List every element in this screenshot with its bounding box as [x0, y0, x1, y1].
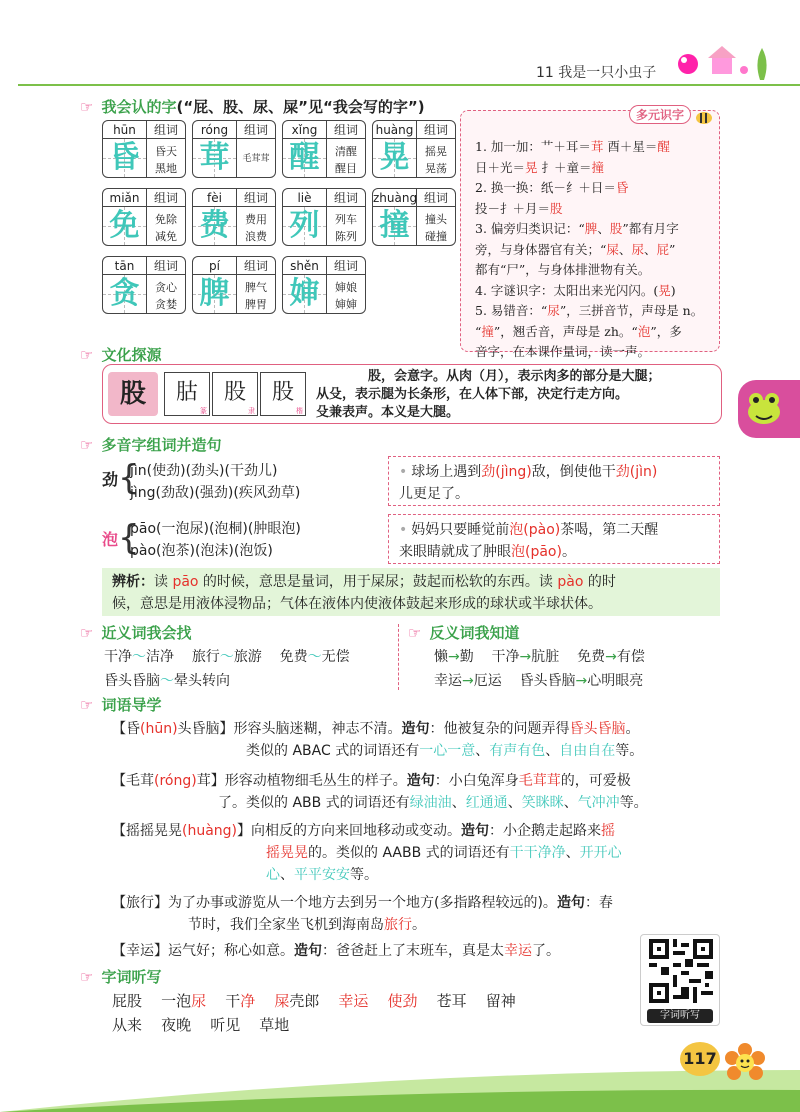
seal-script-glyph: 𦙶 篆: [164, 372, 210, 416]
side-tab: [738, 380, 800, 438]
card-pinyin: liè: [283, 189, 327, 207]
card-pinyin: huàng: [373, 121, 417, 139]
header-rule: [18, 84, 800, 86]
card-words: 婶娘 婶婶: [335, 281, 357, 311]
distinction-box: 辨析：读 pāo 的时候，意思是量词，用于屎尿；鼓起而松软的东西。读 pào 的时 候，意思是用液体浸物品；气体在液体内使液体鼓起来形成的球状或半球状体。: [102, 568, 720, 616]
synonym-row-2: 昏头昏脑～晕头转向: [104, 673, 230, 689]
section-word-guide: ☞ 词语导学: [80, 695, 162, 714]
card-pinyin: xǐng: [283, 121, 327, 139]
hand-pointer-icon: ☞: [80, 435, 94, 454]
char-card-4: [102, 188, 186, 246]
card-words: 摇晃 晃荡: [425, 145, 447, 175]
section-dictation: ☞ 字词听写: [80, 967, 162, 986]
lesson-title: 11 我是一只小虫子: [536, 65, 657, 81]
bottom-wave-decoration: [0, 1040, 800, 1112]
hand-pointer-icon: ☞: [408, 623, 422, 642]
multi-literacy-box: [460, 108, 720, 359]
antonym-row-1: 懒→勤 干净→肮脏 免费→有偿: [434, 649, 645, 665]
frog-icon: [744, 388, 784, 428]
section-recognize-chars: ☞ 我会认的字 (“屁、股、尿、屎”见“我会写的字”): [80, 97, 425, 116]
poly-jin-readings: jìn(使劲)(劲头)(干劲儿) jìng(劲敌)(强劲)(疾风劲草): [130, 463, 301, 501]
card-zuci-label: 组词: [417, 189, 455, 207]
poly-pao-sentence: • 妈妈只要睡觉前泡(pào)茶喝，第二天醒 来眼睛就成了肿眼泡(pāo)。: [388, 514, 720, 564]
card-char: 晃: [373, 139, 417, 177]
char-card-6: [282, 188, 366, 246]
char-card-9: [192, 256, 276, 314]
dictation-qr-card[interactable]: [640, 934, 720, 1026]
card-char: 免: [103, 207, 147, 245]
antonym-row-2: 幸运→厄运 昏头昏脑→心明眼亮: [434, 673, 644, 689]
card-zuci-label: 组词: [237, 257, 275, 275]
section-culture-origin: ☞ 文化探源: [80, 345, 162, 364]
card-pinyin: róng: [193, 121, 237, 139]
char-card-5: [192, 188, 276, 246]
word-entry-lvxing: 【旅行】为了办事或游览从一个地方去到另一个地方(多指路程较远的)。造句：春 节时，我们全家坐飞机到海南岛旅行。: [112, 895, 613, 933]
card-zuci-label: 组词: [417, 121, 455, 139]
card-zuci-label: 组词: [237, 189, 275, 207]
poly-pao-readings: pāo(一泡尿)(泡桐)(肿眼泡) pào(泡茶)(泡沫)(泡饭): [130, 521, 301, 559]
card-pinyin: miǎn: [103, 189, 147, 207]
qr-label: 字词听写: [647, 1009, 713, 1023]
clerical-script-glyph: 股 隶: [212, 372, 258, 416]
card-zuci-label: 组词: [147, 257, 185, 275]
card-zuci-label: 组词: [327, 121, 365, 139]
hand-pointer-icon: ☞: [80, 695, 94, 714]
section-polyphonic: ☞ 多音字组词并造句: [80, 435, 222, 454]
char-card-7: [372, 188, 456, 246]
card-words: 清醒 醒目: [335, 145, 357, 175]
char-card-1: [192, 120, 276, 178]
card-zuci-label: 组词: [147, 189, 185, 207]
qr-code-icon[interactable]: [649, 939, 713, 1003]
card-pinyin: tān: [103, 257, 147, 275]
card-words: 撞头 碰撞: [425, 213, 447, 243]
hand-pointer-icon: ☞: [80, 623, 94, 642]
card-char: 撞: [373, 207, 417, 245]
word-entry-maorong: 【毛茸(róng)茸】形容动植物细毛丛生的样子。造句：小白兔浑身毛茸茸的，可爱极 了。类似的 ABB 式的词语还有绿油油、红通通、笑眯眯、气冲冲等。: [112, 773, 648, 811]
card-pinyin: shěn: [283, 257, 327, 275]
house-flower-decoration-icon: [670, 40, 780, 84]
multi-literacy-list: 1. 加一加：艹＋耳＝茸 酉＋星＝醒 日＋光＝晃 扌＋童＝撞 2. 换一换：纸－纟＋日＝昏 投－扌＋月＝股 3. 偏旁归类识记：“脾、股”都有月字 旁，与身体器官有关；“屎、尿、屁” 都有“尸”，与身体排泄物有关。 4. 字谜识字：太阳出来光闪闪。(晃) 5. 易错音：“尿”，三拼音节，声母是 n。 “撞”，翘舌音，声母是 zh。“泡”，多 音字，在本课作量词，读一声。: [475, 139, 704, 359]
card-char: 脾: [193, 275, 237, 313]
brace: {: [118, 458, 140, 498]
dictation-row-2: 从来 夜晚 听见 草地: [112, 1016, 290, 1034]
card-words: 毛茸茸: [242, 154, 270, 164]
card-zuci-label: 组词: [237, 121, 275, 139]
char-card-2: [282, 120, 366, 178]
poly-char-pao: 泡: [102, 530, 119, 549]
char-card-0: [102, 120, 186, 178]
word-entry-xingyun: 【幸运】运气好；称心如意。造句：爸爸赶上了末班车，真是太幸运了。: [112, 943, 560, 959]
hand-pointer-icon: ☞: [80, 345, 94, 364]
card-zuci-label: 组词: [327, 189, 365, 207]
regular-script-glyph: 股 楷: [260, 372, 306, 416]
section-antonyms: ☞ 反义词我知道: [408, 623, 520, 642]
multi-literacy-badge: 多元识字: [629, 105, 691, 124]
card-char: 贪: [103, 275, 147, 313]
dictation-row-1: 屁股 一泡尿 干净 屎壳郎 幸运 使劲 苍耳 留神: [112, 992, 516, 1010]
card-zuci-label: 组词: [327, 257, 365, 275]
word-entry-hunhead: 【昏(hūn)头昏脑】形容头脑迷糊，神志不清。造句：他被复杂的问题弄得昏头昏脑。 类似的 ABAC 式的词语还有一心一意、有声有色、自由自在等。: [112, 721, 644, 759]
card-words: 贪心 贪婪: [155, 281, 177, 311]
card-words: 费用 浪费: [245, 213, 267, 243]
card-zuci-label: 组词: [147, 121, 185, 139]
char-card-8: [102, 256, 186, 314]
char-card-3: [372, 120, 456, 178]
card-pinyin: hūn: [103, 121, 147, 139]
hand-pointer-icon: ☞: [80, 97, 94, 116]
card-char: 茸: [193, 139, 237, 177]
brace: {: [118, 518, 140, 558]
card-words: 脾气 脾胃: [245, 281, 267, 311]
culture-text: 股，会意字。从肉（月），表示肉多的部分是大腿； 从殳，表示腿为长条形，在人体下部，决定行走方向。 殳兼表声。本义是大腿。: [316, 369, 661, 420]
culture-char: 股: [108, 372, 158, 416]
poly-char-jin: 劲: [102, 470, 119, 489]
hand-pointer-icon: ☞: [80, 967, 94, 986]
word-entry-yaohuang: 【摇摇晃晃(huàng)】向相反的方向来回地移动或变动。造句：小企鹅走起路来摇 摇晃晃的。类似的 AABB 式的词语还有干干净净、开开心 心、平平安安等。: [112, 823, 622, 883]
bee-icon: [693, 107, 715, 127]
char-card-10: [282, 256, 366, 314]
page-number: 117: [680, 1042, 720, 1076]
flower-icon: [720, 1040, 770, 1090]
card-char: 醒: [283, 139, 327, 177]
card-char: 昏: [103, 139, 147, 177]
card-pinyin: zhuàng: [373, 191, 418, 205]
card-char: 费: [193, 207, 237, 245]
card-char: 列: [283, 207, 327, 245]
card-words: 昏天 黑地: [155, 145, 177, 175]
poly-jin-sentence: • 球场上遇到劲(jìng)敌，倒使他干劲(jìn) 儿更足了。: [388, 456, 720, 506]
synonym-row-1: 干净～洁净 旅行～旅游 免费～无偿: [104, 649, 350, 665]
divider: [398, 624, 399, 690]
card-words: 列车 陈列: [335, 213, 357, 243]
section-synonyms: ☞ 近义词我会找: [80, 623, 192, 642]
card-pinyin: fèi: [193, 189, 237, 207]
card-words: 免除 减免: [155, 213, 177, 243]
card-pinyin: pí: [193, 257, 237, 275]
card-char: 婶: [283, 275, 327, 313]
